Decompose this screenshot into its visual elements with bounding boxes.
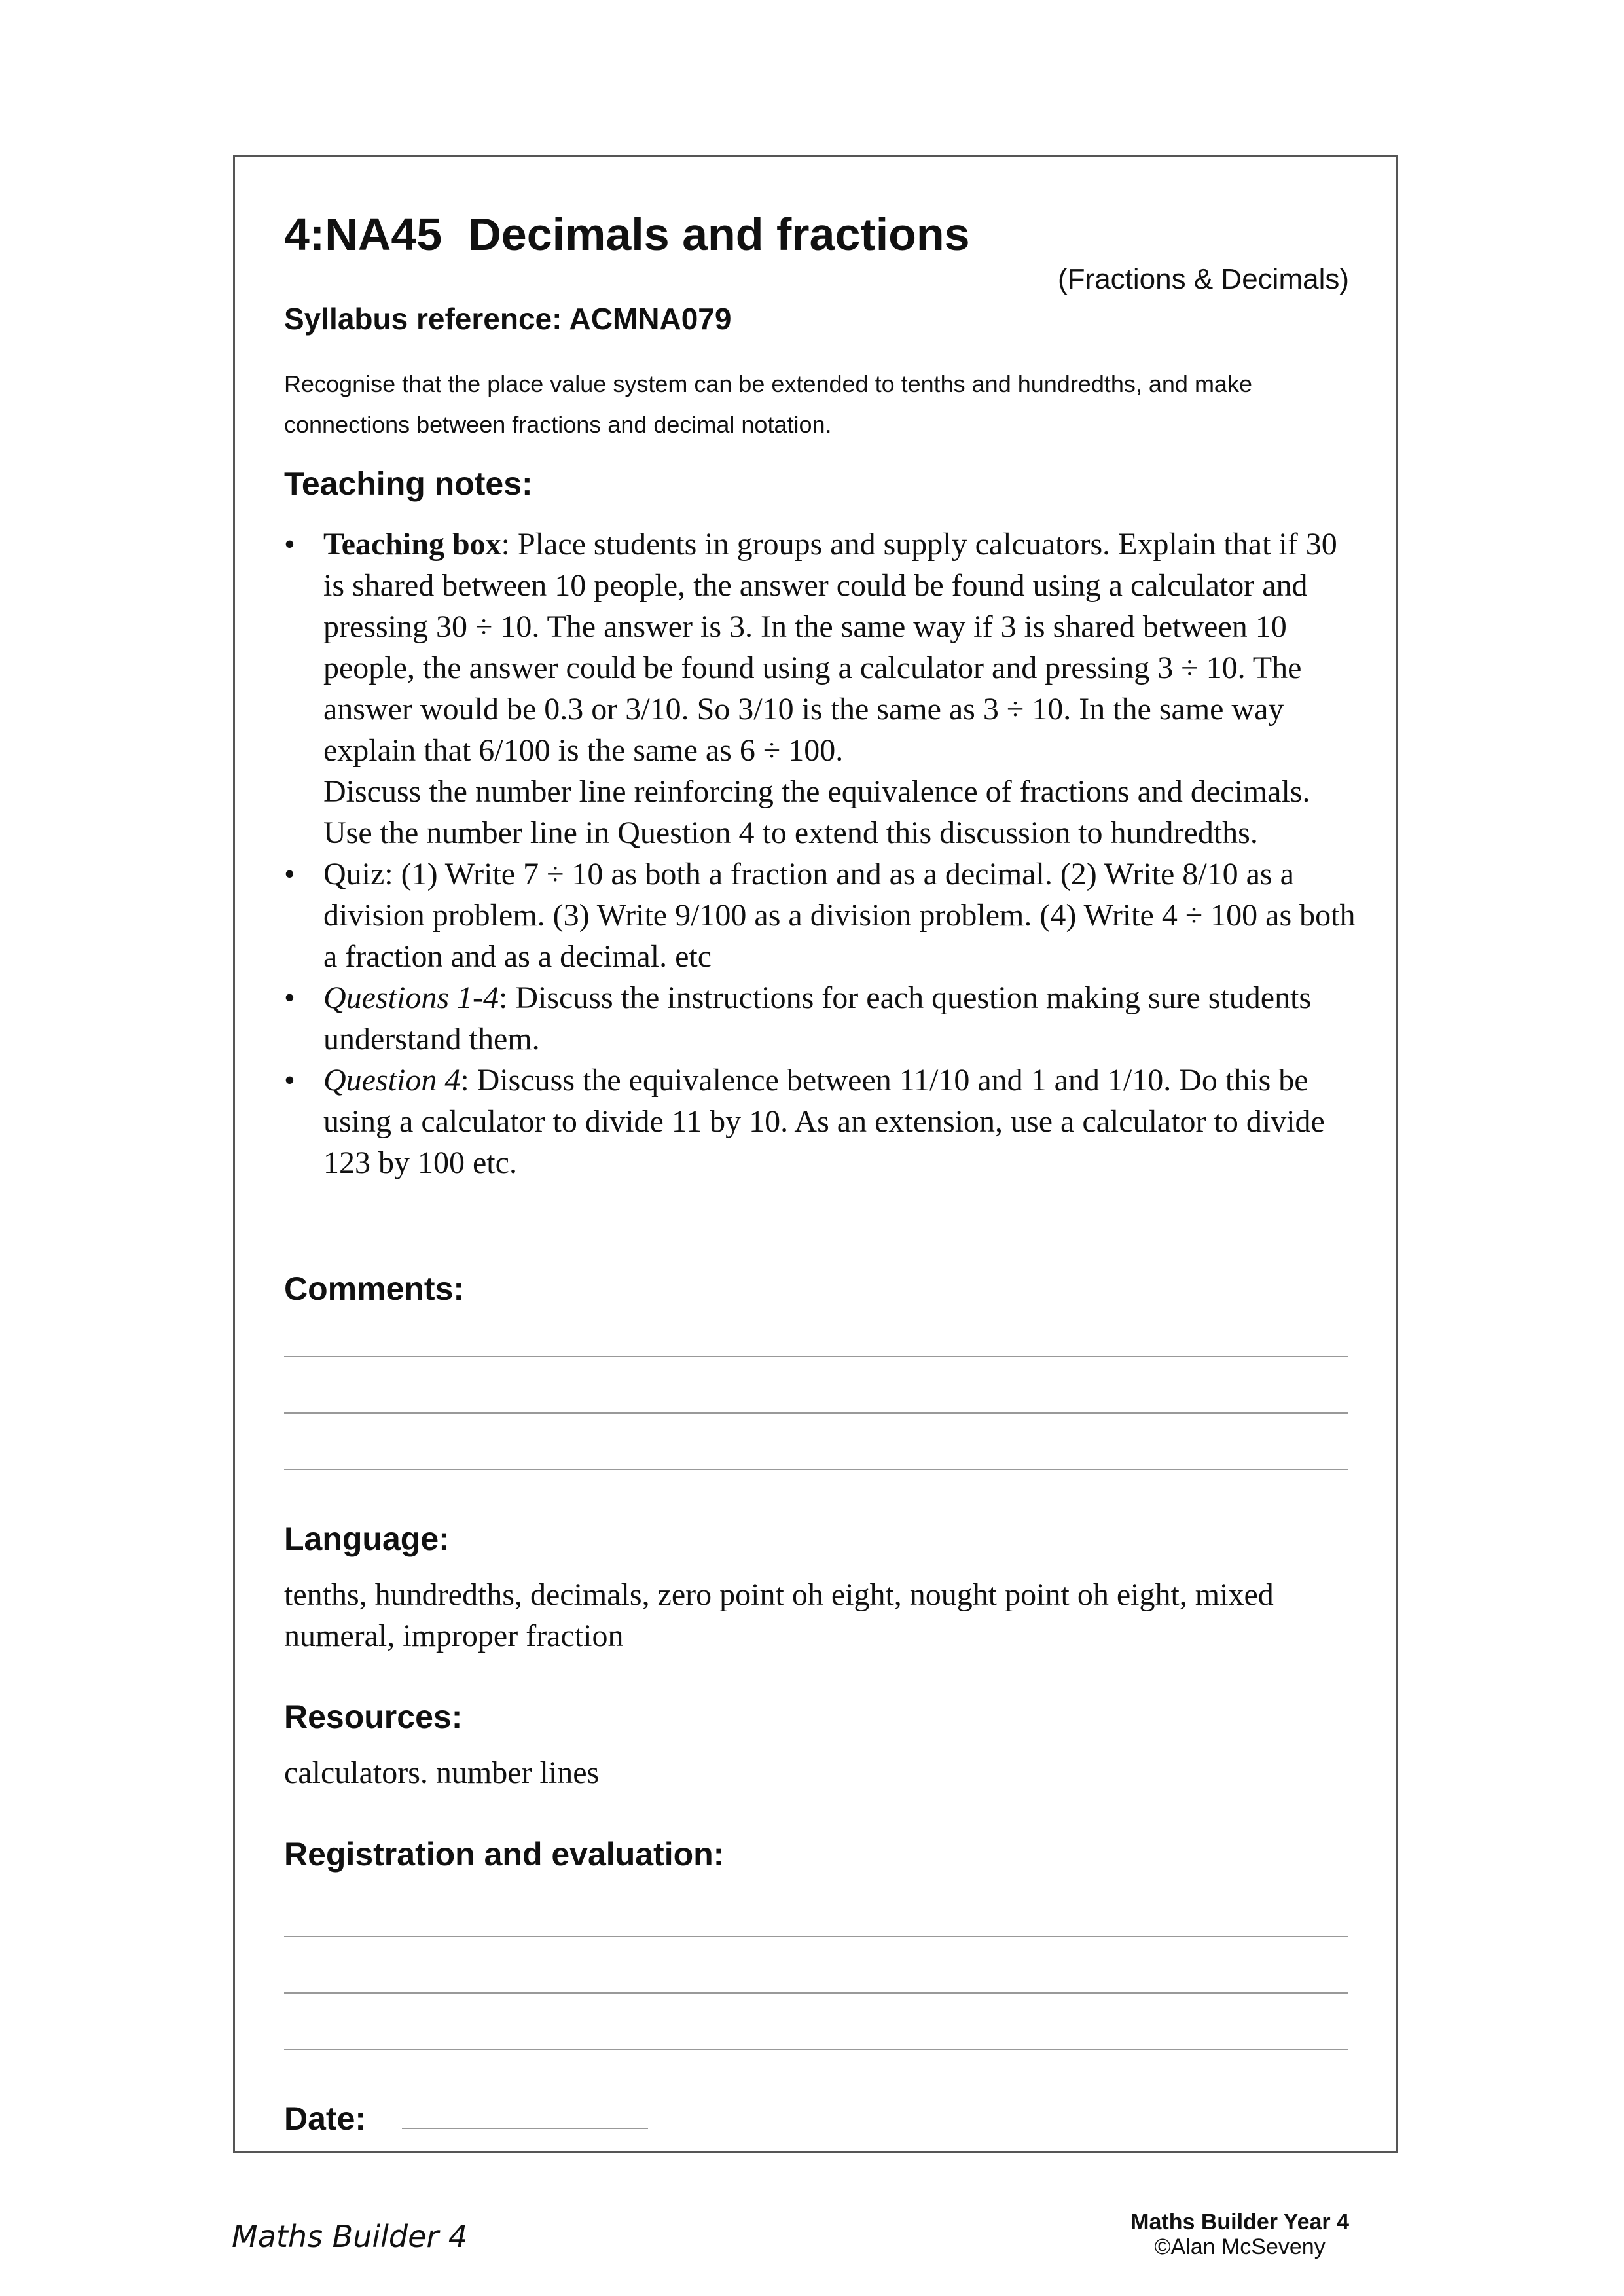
outcome-description: Recognise that the place value system can be extended to tenths and hundredths, and make connections between fractions and decimal notation.	[284, 370, 1252, 438]
footer-book-title: Maths Builder 4	[232, 2219, 468, 2254]
teaching-notes-list	[284, 524, 1358, 1183]
registration-line[interactable]	[284, 1936, 1348, 1937]
note-text: : Place students in groups and supply calcuators. Explain that if 30 is shared between 10 people, the answer could be found using a calculator and pressing 30 ÷ 10. The answer is 3. In the same way if 3 is shared between 10 people, the answer could be found using a calculator and pressing 3 ÷ 10. The answer would be 0.3 or 3/10. So 3/10 is the same as 3 ÷ 10. In the same way explain that 6/100 is the same as 6 ÷ 100.	[323, 527, 1337, 768]
note-label: Questions 1-4	[323, 980, 499, 1015]
resources-text: calculators. number lines	[284, 1755, 600, 1790]
footer-series: Maths Builder Year 4	[1130, 2210, 1349, 2234]
comments-line[interactable]	[284, 1469, 1348, 1470]
bullet: •	[284, 1063, 295, 1098]
registration-heading: Registration and evaluation:	[284, 1836, 725, 1873]
registration-line[interactable]	[284, 1992, 1348, 1994]
note-text: Quiz: (1) Write 7 ÷ 10 as both a fraction and as a decimal. (2) Write 8/10 as a division problem. (3) Write 9/100 as a division problem. (4) Write 4 ÷ 100 as both a fraction and as a decimal. etc	[323, 857, 1356, 974]
note-extra: Discuss the number line reinforcing the equivalence of fractions and decimals. Use the number line in Question 4 to extend this discussion to hundredths.	[323, 774, 1310, 850]
syllabus-reference: Syllabus reference: ACMNA079	[284, 302, 732, 336]
comments-line[interactable]	[284, 1412, 1348, 1414]
note-text: : Discuss the instructions for each question making sure students understand them.	[323, 980, 1312, 1056]
note-text: : Discuss the equivalence between 11/10 and 1 and 1/10. Do this be using a calculator to divide 11 by 10. As an extension, use a calculator to divide 123 by 100 etc.	[323, 1063, 1325, 1180]
resources-heading: Resources:	[284, 1698, 463, 1735]
strand-label: (Fractions & Decimals)	[1058, 263, 1349, 295]
list-item	[284, 1060, 1358, 1183]
language-heading: Language:	[284, 1520, 450, 1557]
date-label: Date:	[284, 2100, 367, 2137]
footer-copyright: ©Alan McSeveny	[1154, 2234, 1326, 2259]
list-item	[284, 977, 1358, 1060]
list-item	[284, 853, 1358, 977]
note-label: Teaching box	[323, 527, 501, 562]
comments-heading: Comments:	[284, 1270, 465, 1307]
page-title	[284, 208, 970, 260]
bullet: •	[284, 857, 295, 891]
bullet: •	[284, 527, 295, 562]
date-line[interactable]	[402, 2128, 648, 2129]
language-text: tenths, hundredths, decimals, zero point oh eight, nought point oh eight, mixed numeral, improper fraction	[284, 1577, 1274, 1653]
outcome-code: 4:NA45	[284, 209, 442, 260]
note-label: Question 4	[323, 1063, 461, 1098]
footer-credit	[1130, 2210, 1349, 2259]
topic-title: Decimals and fractions	[468, 209, 970, 260]
list-item	[284, 524, 1358, 853]
teaching-notes-heading: Teaching notes:	[284, 465, 533, 502]
comments-line[interactable]	[284, 1356, 1348, 1357]
bullet: •	[284, 980, 295, 1015]
registration-line[interactable]	[284, 2049, 1348, 2050]
